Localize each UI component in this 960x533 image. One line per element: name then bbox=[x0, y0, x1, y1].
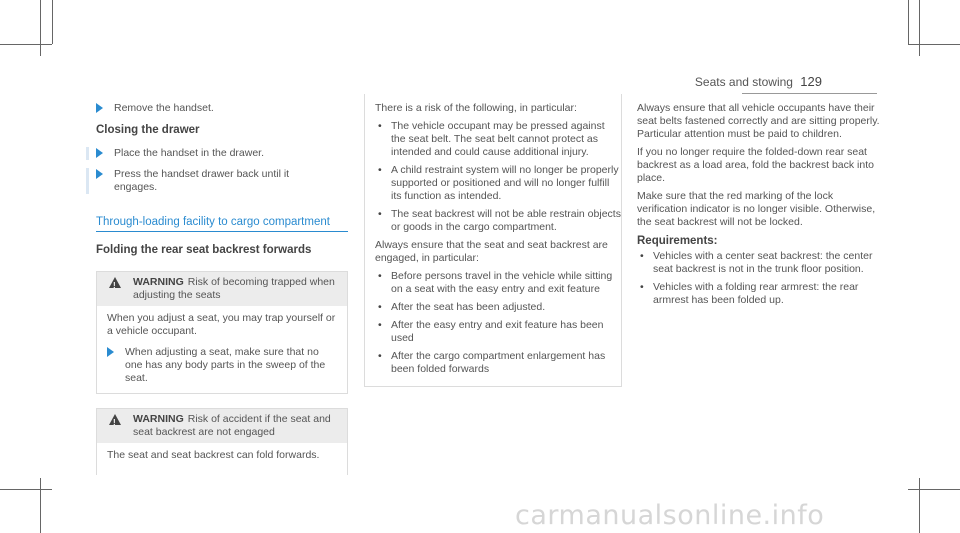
crop-mark bbox=[52, 0, 53, 44]
list-item: • Before persons travel in the vehicle while sitting on a seat with the easy entry and exit feature bbox=[375, 270, 621, 296]
warning-text: When you adjust a seat, you may trap yourself or a vehicle occupant. bbox=[107, 312, 336, 337]
heading-closing-drawer: Closing the drawer bbox=[96, 124, 200, 136]
list-item: • After the cargo compartment enlargement has been folded forwards bbox=[375, 350, 621, 376]
crop-mark bbox=[919, 478, 920, 533]
list-item: • After the seat has been adjusted. bbox=[375, 301, 621, 314]
page-number: 129 bbox=[800, 74, 822, 89]
step-arrow-icon bbox=[96, 103, 103, 113]
step-text: Remove the handset. bbox=[114, 102, 214, 114]
column-3 bbox=[637, 102, 882, 312]
crop-mark bbox=[919, 0, 920, 56]
step-text: When adjusting a seat, make sure that no one has any body parts in the sweep of the seat. bbox=[125, 346, 326, 384]
step-place-handset bbox=[86, 147, 348, 160]
warning-body bbox=[97, 306, 347, 393]
warning-step bbox=[107, 346, 337, 385]
step-arrow-icon bbox=[96, 148, 103, 158]
warning-label: WARNING bbox=[133, 413, 184, 425]
heading-requirements: Requirements: bbox=[637, 235, 718, 247]
step-text: Place the handset in the drawer. bbox=[114, 147, 265, 159]
paragraph-lock-indicator: Make sure that the red marking of the lock verification indicator is no longer visible. Otherwise, the seat backrest will not be locked. bbox=[637, 190, 876, 228]
crop-mark bbox=[40, 478, 41, 533]
heading-folding-backrest: Folding the rear seat backrest forwards bbox=[96, 244, 312, 256]
step-remove-handset bbox=[96, 102, 348, 115]
column-2-continued-warning bbox=[364, 94, 622, 387]
warning-triangle-icon bbox=[109, 277, 121, 288]
list-item: • Vehicles with a center seat backrest: the center seat backrest is not in the trunk floor position. bbox=[637, 250, 882, 276]
section-heading-through-loading: Through-loading facility to cargo compartment bbox=[96, 216, 348, 232]
step-arrow-icon bbox=[96, 169, 103, 179]
list-item: • Vehicles with a folding rear armrest: the rear armrest has been folded up. bbox=[637, 281, 882, 307]
list-item: • After the easy entry and exit feature has been used bbox=[375, 319, 621, 345]
warning-header bbox=[97, 272, 347, 306]
list-risks bbox=[375, 120, 621, 234]
list-item: • The seat backrest will not be able restrain objects or goods in the cargo compartment. bbox=[375, 208, 621, 234]
crop-mark bbox=[0, 44, 52, 45]
crop-mark bbox=[40, 0, 41, 56]
warning-body bbox=[97, 443, 347, 475]
warning-header bbox=[97, 409, 347, 443]
crop-mark bbox=[0, 489, 52, 490]
warning-title: Risk of becoming trapped when adjusting the seats bbox=[133, 276, 335, 301]
paragraph-ensure: Always ensure that the seat and seat backrest are engaged, in particular: bbox=[375, 239, 608, 264]
crop-mark bbox=[908, 0, 909, 44]
section-title: Seats and stowing bbox=[694, 75, 793, 89]
warning-label: WARNING bbox=[133, 276, 184, 288]
list-requirements bbox=[637, 250, 882, 307]
watermark: carmanualsonline.info bbox=[515, 500, 825, 531]
warning-box-accident bbox=[96, 408, 348, 475]
column-1 bbox=[96, 102, 348, 475]
list-item: • A child restraint system will no longer be properly supported or positioned and will no longer fulfill its function as intended. bbox=[375, 164, 621, 203]
warning-box-trapped bbox=[96, 271, 348, 394]
step-press-drawer bbox=[86, 168, 348, 194]
list-conditions bbox=[375, 270, 621, 376]
list-item: • The vehicle occupant may be pressed against the seat belt. The seat belt cannot protect as intended and could cause additional injury. bbox=[375, 120, 621, 159]
warning-triangle-icon bbox=[109, 414, 121, 425]
paragraph-fold-back: If you no longer require the folded-down rear seat backrest as a load area, fold the backrest back into place. bbox=[637, 146, 874, 184]
step-text: Press the handset drawer back until it engages. bbox=[114, 168, 290, 193]
crop-mark bbox=[908, 44, 960, 45]
warning-text: The seat and seat backrest can fold forwards. bbox=[107, 449, 320, 461]
warning-title: Risk of accident if the seat and seat backrest are not engaged bbox=[133, 413, 331, 438]
header-rule bbox=[742, 93, 877, 94]
paragraph-seat-belts: Always ensure that all vehicle occupants have their seat belts fastened correctly and are sitting properly. Particular attention must be paid to children. bbox=[637, 102, 880, 140]
paragraph-intro: There is a risk of the following, in particular: bbox=[375, 102, 577, 114]
step-arrow-icon bbox=[107, 347, 114, 357]
crop-mark bbox=[908, 489, 960, 490]
running-header bbox=[695, 74, 822, 89]
